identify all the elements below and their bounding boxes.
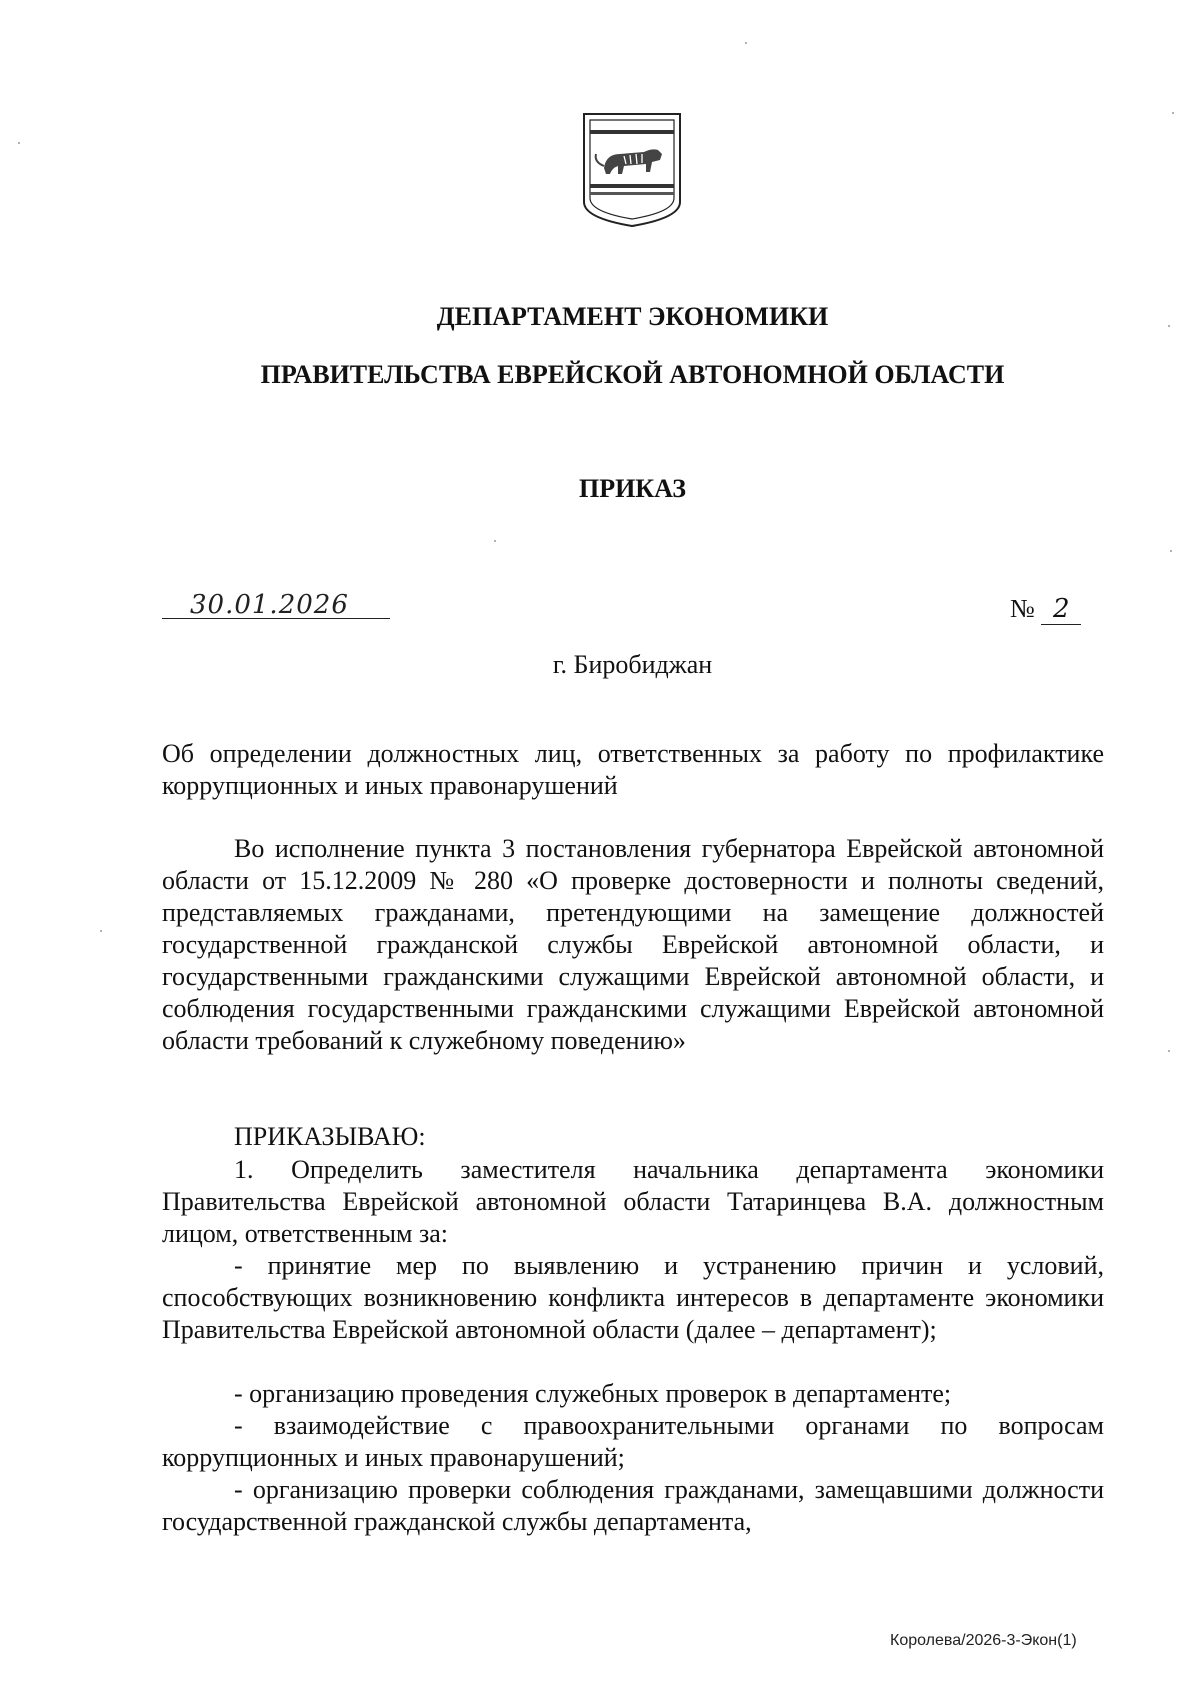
tiger-icon <box>596 149 662 174</box>
handwritten-date: 30.01.2026 <box>190 590 349 620</box>
handwritten-number: 2 <box>1041 594 1081 625</box>
scan-speck <box>100 930 102 932</box>
order-directive: ПРИКАЗЫВАЮ: <box>234 1122 426 1151</box>
department-title: ДЕПАРТАМЕНТ ЭКОНОМИКИ <box>436 302 829 331</box>
scan-speck <box>1172 112 1174 114</box>
order-item-1: 1. Определить заместителя начальника департамента экономики Правительства Еврейской автономной области Татаринцева В.А. должностным лицом, ответственным за: <box>162 1155 1104 1248</box>
document-type-title: ПРИКАЗ <box>578 474 687 503</box>
scan-speck <box>1170 550 1172 552</box>
scan-speck <box>1168 325 1170 327</box>
order-preamble: Во исполнение пункта 3 постановления губернатора Еврейской автономной области от 15.12.2009 № 280 «О проверке достоверности и полноты сведений, представляемых гражданами, претендующими на замещение должностей государственной гражданской службы Еврейской автономной области, и государственными гражданскими служащими Еврейской автономной области, и соблюдения государственными гражданскими служащими Еврейской автономной области требований к служебному поведению» <box>162 834 1104 1055</box>
order-bullet-3: - взаимодействие с правоохранительными органами по вопросам коррупционных и иных правонарушений; <box>162 1411 1104 1472</box>
number-label: № <box>1010 594 1035 623</box>
order-subject: Об определении должностных лиц, ответственных за работу по профилактике коррупционных и иных правонарушений <box>162 739 1104 800</box>
scan-speck <box>745 42 747 44</box>
order-bullet-2: - организацию проведения служебных проверок в департаменте; <box>234 1379 952 1408</box>
government-title: ПРАВИТЕЛЬСТВА ЕВРЕЙСКОЙ АВТОНОМНОЙ ОБЛАСТИ <box>260 360 1005 389</box>
scan-speck <box>494 540 496 542</box>
scan-speck <box>1168 1050 1170 1052</box>
scan-speck <box>18 142 20 144</box>
document-code: Королева/2026-3-Экон(1) <box>890 1632 1077 1649</box>
city-line: г. Биробиджан <box>552 650 713 679</box>
order-bullet-4: - организацию проверки соблюдения гражданами, замещавшими должности государственной гражданской службы департамента, <box>162 1475 1104 1536</box>
order-bullet-1: - принятие мер по выявлению и устранению причин и условий, способствующих возникновению конфликта интересов в департаменте экономики Правительства Еврейской автономной области (далее – департамент); <box>162 1251 1104 1344</box>
coat-of-arms-emblem <box>580 110 684 230</box>
order-number <box>1010 594 1081 625</box>
